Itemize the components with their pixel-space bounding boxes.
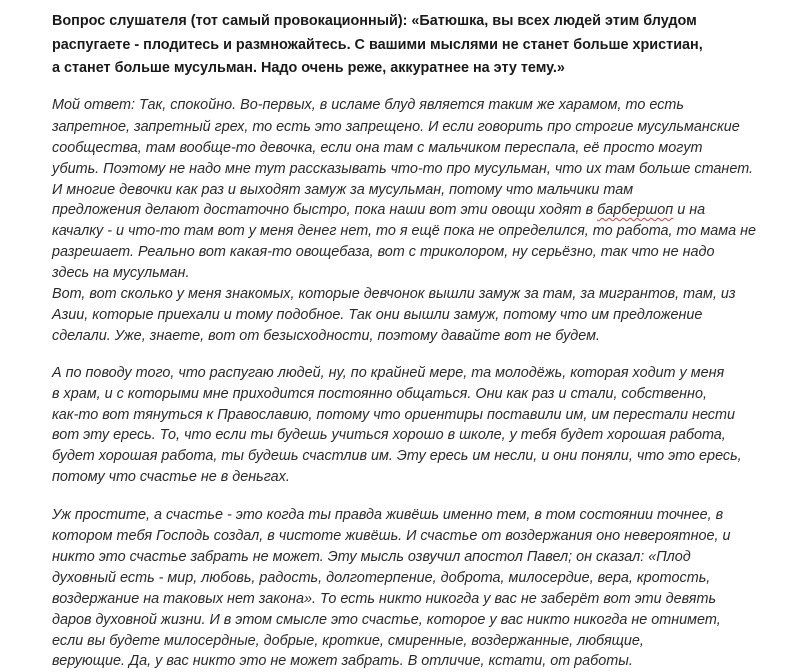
answer-line: верующие. Да, у вас никто это не может забрать. В отличие, кстати, от работы.: [52, 653, 633, 669]
answer-line: потому что счастье не в деньгах.: [52, 469, 290, 485]
answer-line: вот эту ересь. То, что если ты будешь учиться хорошо в школе, у тебя будет хорошая работа,: [52, 427, 726, 443]
answer-line: [52, 201, 705, 219]
answer-line: как-то вот тянуться к Православию, потому что ориентиры поставили им, им перестали нести: [52, 407, 735, 423]
answer-line: разрешает. Реально вот какая-то овощебаза, вот с триколором, ну серьёзно, так что не надо: [52, 244, 715, 260]
answer-line: Уж простите, а счастье - это когда ты правда живёшь именно тем, в том состоянии точнее, в: [52, 507, 724, 523]
answer-line: Вот, вот сколько у меня знакомых, которые девчонок вышли замуж за там, за мигрантов, там, из: [52, 286, 736, 302]
answer-line: сообщества, там вообще-то девочка, если она там с мальчиком переспала, её просто могут: [52, 140, 703, 156]
answer-text: и на: [673, 202, 706, 218]
answer-line: духовный есть - мир, любовь, радость, долготерпение, доброта, милосердие, вера, кротость,: [52, 570, 711, 586]
answer-line: качалку - и что-то там вот у меня денег нет, то я ещё пока не определился, то работа, то мама не: [52, 223, 757, 239]
answer-line: воздержание на таковых нет закона». То есть никто никогда у вас не заберёт вот эти девять: [52, 591, 717, 607]
answer-line: А по поводу того, что распугаю людей, ну, по крайней мере, та молодёжь, которая ходит у меня: [52, 365, 725, 381]
answer-line: запретное, запретный грех, то есть это запрещено. И если говорить про строгие мусульманские: [52, 119, 740, 135]
question-line: Вопрос слушателя (тот самый провокационный): «Батюшка, вы всех людей этим блудом: [52, 13, 697, 29]
answer-line: будет хорошая работа, ты будешь счастлив им. Эту ересь им несли, и они поняли, что это ересь,: [52, 448, 742, 464]
answer-line: никто это счастье забрать не может. Эту мысль озвучил апостол Павел; он сказал: «Плод: [52, 549, 691, 565]
answer-line: Азии, которые приехали и тому подобное. Так они вышли замуж, потому что им предложение: [52, 307, 703, 323]
question-line: а станет больше мусульман. Надо очень реже, аккуратнее на эту тему.»: [52, 60, 565, 76]
answer-line: сделали. Уже, знаете, вот от безысходности, поэтому давайте вот не будем.: [52, 328, 600, 344]
answer-line: здесь на мусульман.: [52, 265, 190, 281]
answer-line: котором тебя Господь создал, в чистоте живёшь. И счастье от воздержания оно невероятное, и: [52, 528, 731, 544]
answer-line: И многие девочки как раз и выходят замуж за мусульман, потому что мальчики там: [52, 182, 634, 198]
answer-line: убить. Поэтому не надо мне тут рассказывать что-то про мусульман, что их там больше станет.: [52, 161, 754, 177]
spellcheck-underlined-word: барбершоп: [597, 202, 674, 218]
question-line: распугаете - плодитесь и размножайтесь. С вашими мыслями не станет больше христиан,: [52, 37, 703, 53]
answer-line: если вы будете милосердные, добрые, кроткие, смиренные, воздержанные, любящие,: [52, 633, 644, 649]
answer-text: предложения делают достаточно быстро, пока наши вот эти овощи ходят в: [52, 202, 598, 218]
answer-line: Мой ответ: Так, спокойно. Во-первых, в исламе блуд является таким же харамом, то есть: [52, 97, 684, 113]
answer-line: даров духовной жизни. И в этом смысле это счастье, которое у вас никто никогда не отнимет,: [52, 612, 721, 628]
answer-line: в храм, и с которыми мне приходится постоянно общаться. Они как раз и стали, собственно,: [52, 386, 707, 402]
